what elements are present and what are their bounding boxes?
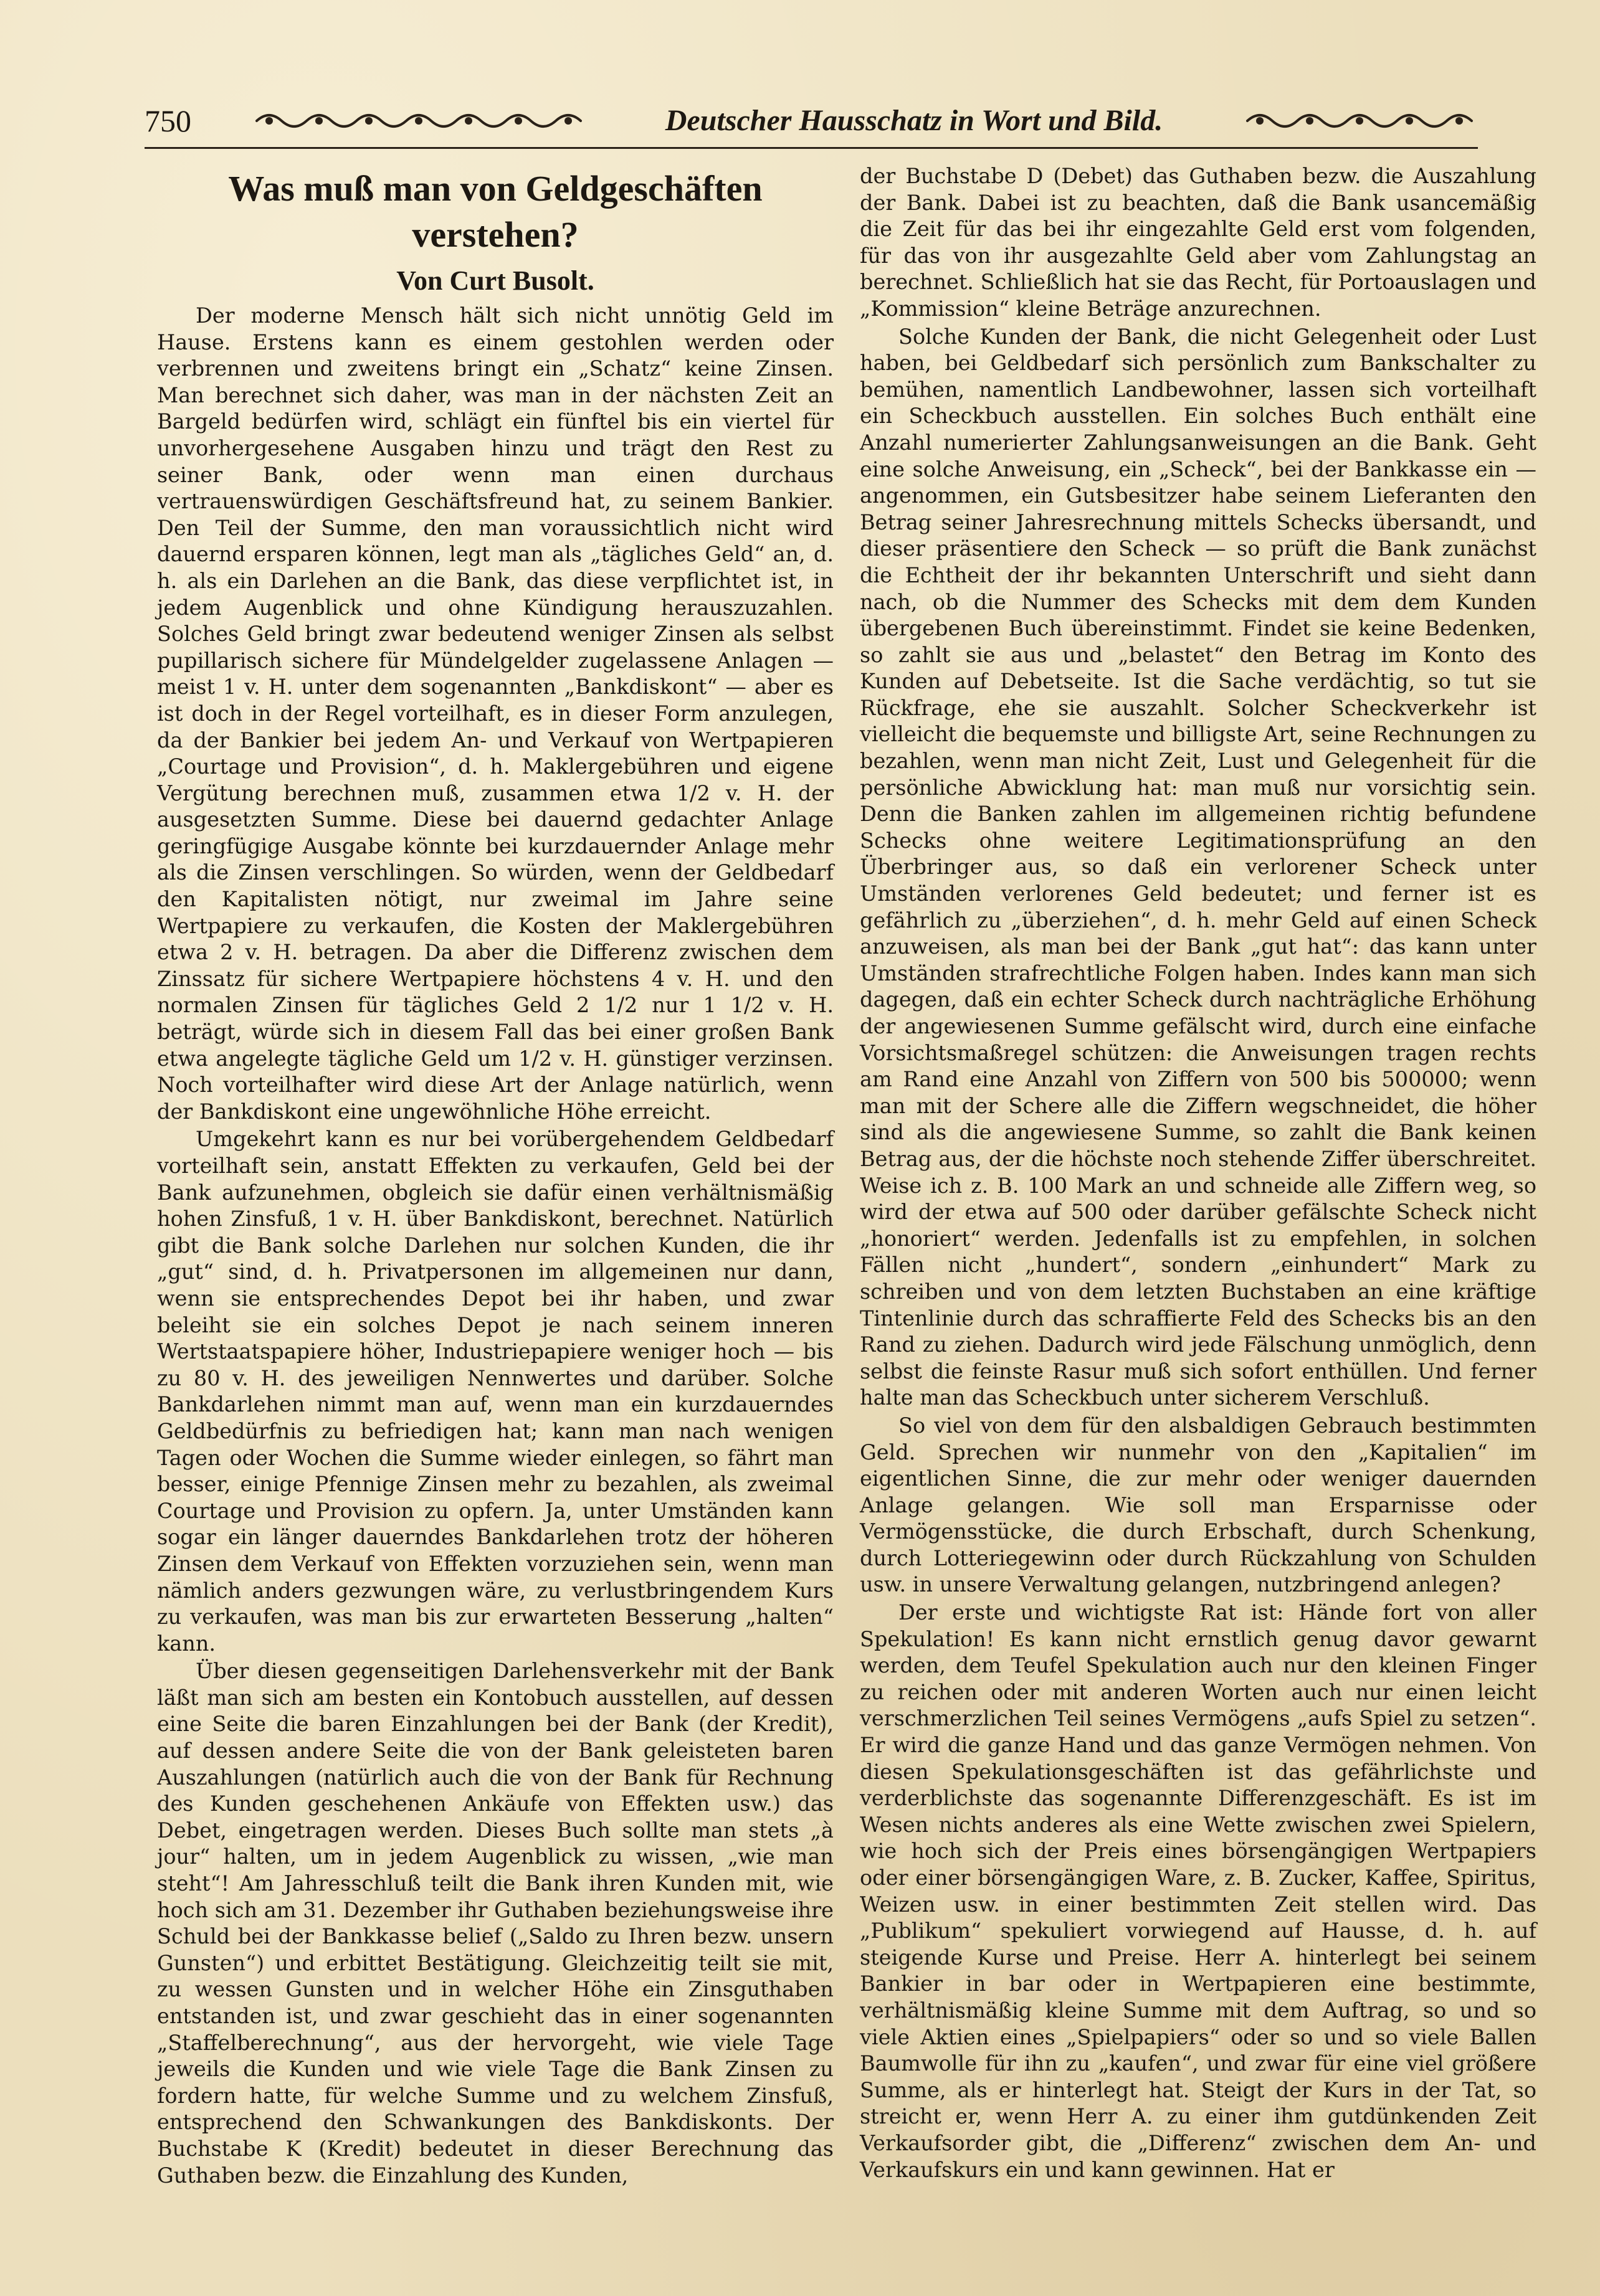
paragraph: So viel von dem für den alsbaldigen Gebrauch bestimmten Geld. Sprechen wir nunmehr von den „Kapitalien“ im eigentlichen Sinne, die zur mehr oder weniger dauernden Anlage gelangen. Wie soll man Ersparnisse oder Vermögensstücke, die durch Erbschaft, durch Schenkung, durch Lotteriegewinn oder durch Rückzahlung von Schulden usw. in unsere Verwaltung gelangen, nutzbringend anlegen? [860,1413,1536,1597]
ornament-right-icon [1241,108,1478,133]
article-title: Was muß man von Geldgeschäften verstehen? [228,168,763,255]
paragraph: Über diesen gegenseitigen Darlehensverkehr mit der Bank läßt man sich am besten ein Kontobuch ausstellen, auf dessen eine Seite die baren Einzahlungen bei der Bank (der Kredit), auf dessen andere Seite die von der Bank geleisteten baren Auszahlungen (natürlich auch die von der Bank für Rechnung des Kunden geschehenen Ankäufe von Effekten usw.) das Debet, eingetragen werden. Dieses Buch sollte man stets „à jour“ halten, um in jedem Augenblick zu wissen, „wie man steht“! Am Jahresschluß teilt die Bank ihren Kunden mit, wie hoch sich am 31. Dezember ihr Guthaben beziehungsweise ihre Schuld bei der Bankkasse belief („Saldo zu Ihren bezw. unsern Gunsten“) und erbittet Bestätigung. Gleichzeitig teilt sie mit, zu wessen Gunsten und in welcher Höhe ein Zinsguthaben entstanden ist, und zwar geschieht das in einer sogenannten „Staffelberechnung“, aus der hervorgeht, wie viele Tage jeweils die Kunden und wie viele Tage die Bank Zinsen zu fordern hatte, für welche Summe und zu welchem Zinsfuß, entsprechend den Schwankungen des Bankdiskonts. Der Buchstabe K (Kredit) bedeutet in dieser Berechnung das Guthaben bezw. die Einzahlung des Kunden, [157,1659,834,2188]
page-number: 750 [145,103,191,138]
paragraph: Umgekehrt kann es nur bei vorübergehendem Geldbedarf vorteilhaft sein, anstatt Effekten zu verkaufen, Geld bei der Bank aufzunehmen, obgleich sie dafür einen verhältnismäßig hohen Zinsfuß, 1 v. H. über Bankdiskont, berechnet. Natürlich gibt die Bank solche Darlehen nur solchen Kunden, die ihr „gut“ sind, d. h. Privatpersonen im allgemeinen nur dann, wenn sie entsprechendes Depot bei ihr haben, und zwar beleiht sie ein solches Depot je nach seinem inneren Wertstaatspapiere höher, Industriepapiere weniger hoch — bis zu 80 v. H. des jeweiligen Nennwertes und darüber. Solche Bankdarlehen nimmt man auf, wenn man ein kurzdauerndes Geldbedürfnis zu befriedigen hat; kann man nach wenigen Tagen oder Wochen die Summe wieder einlegen, so fährt man besser, einige Pfennige Zinsen mehr zu bezahlen, als zweimal Courtage und Provision zu opfern. Ja, unter Umständen kann sogar ein länger dauerndes Bankdarlehen trotz der höheren Zinsen dem Verkauf von Effekten vorzuziehen sein, wenn man nämlich anders gezwungen wäre, zu verlustbringendem Kurs zu verkaufen, was man bis zur erwarteten Besserung „halten“ kann. [157,1127,834,1656]
paragraph: Der erste und wichtigste Rat ist: Hände fort von aller Spekulation! Es kann nicht ernstlich genug davor gewarnt werden, dem Teufel Spekulation auch nur den kleinen Finger zu reichen oder mit anderen Worten auch nur einen leicht verschmerzlichen Teil seines Vermögens „aufs Spiel zu setzen“. Er wird die ganze Hand und das ganze Vermögen nehmen. Von diesen Spekulationsgeschäften ist das gefährlichste und verderblichste das sogenannte Differenzgeschäft. Es ist im Wesen nichts anderes als eine Wette zwischen zwei Spielern, wie hoch sich der Preis eines börsengängigen Wertpapiers oder einer börsengängigen Ware, z. B. Zucker, Kaffee, Spiritus, Weizen usw. in einer bestimmten Zeit stellen wird. Das „Publikum“ spekuliert vorwiegend auf Hausse, d. h. auf steigende Kurse und Preise. Herr A. hinterlegt bei seinem Bankier in bar oder in Wertpapieren eine bestimmte, verhältnismäßig kleine Summe mit dem Auftrag, so und so viele Aktien eines „Spielpapiers“ oder so und so viele Ballen Baumwolle für ihn zu „kaufen“, und zwar für eine viel größere Summe, als er hinterlegt hat. Steigt der Kurs in der Tat, so streicht er, wenn Herr A. zu einer ihm gutdünkenden Zeit Verkaufsorder gibt, die „Differenz“ zwischen dem An- und Verkaufskurs ein und kann gewinnen. Hat er [860,1600,1536,2182]
running-title: Deutscher Hausschatz in Wort und Bild. [665,104,1163,137]
right-column [860,163,1536,2183]
paragraph: Der moderne Mensch hält sich nicht unnötig Geld im Hause. Erstens kann es einem gestohlen werden oder verbrennen und zweitens bringt ein „Schatz“ keine Zinsen. Man berechnet sich daher, was man in der nächsten Zeit an Bargeld bedürfen wird, schlägt ein fünftel bis ein viertel für unvorhergesehene Ausgaben hinzu und trägt den Rest zu seiner Bank, oder wenn man einen durchaus vertrauenswürdigen Geschäftsfreund hat, zu seinem Bankier. Den Teil der Summe, den man voraussichtlich nicht wird dauernd ersparen können, legt man als „tägliches Geld“ an, d. h. als ein Darlehen an die Bank, das diese verpflichtet ist, in jedem Augenblick und ohne Kündigung herauszuzahlen. Solches Geld bringt zwar bedeutend weniger Zinsen als selbst pupillarisch sichere für Mündelgelder zugelassene Anlagen — meist 1 v. H. unter dem sogenannten „Bankdiskont“ — aber es ist doch in der Regel vorteilhaft, es in dieser Form anzulegen, da der Bankier bei jedem An- und Verkauf von Wertpapieren „Courtage und Provision“, d. h. Maklergebühren und eigene Vergütung berechnen muß, zusammen etwa 1/2 v. H. der ausgesetzten Summe. Diese bei dauernd gedachter Anlage geringfügige Ausgabe könnte bei kurzdauernder Anlage mehr als die Zinsen verschlingen. So würden, wenn der Geldbedarf den Kapitalisten nötigt, nur zweimal im Jahre seine Wertpapiere zu verkaufen, die Kosten der Maklergebühren etwa 2 v. H. betragen. Da aber die Differenz zwischen dem Zinssatz für sichere Wertpapiere höchstens 4 v. H. und den normalen Zinsen für tägliches Geld 2 1/2 nur 1 1/2 v. H. beträgt, würde sich in diesem Fall das bei einer großen Bank etwa angelegte tägliche Geld um 1/2 v. H. günstiger verzinsen. Noch vorteilhafter wird diese Art der Anlage natürlich, wenn der Bankdiskont eine ungewöhnliche Höhe erreicht. [157,303,834,1124]
ornament-left-icon [250,108,593,133]
page-header [145,100,1478,143]
left-column [157,163,834,2189]
header-rule [145,147,1478,149]
paragraph: der Buchstabe D (Debet) das Guthaben bezw. die Auszahlung der Bank. Dabei ist zu beachten, daß die Bank usancemäßig die Zeit für das bei ihr eingezahlte Geld erst vom folgenden, für das von ihr ausgezahlte Geld aber vom Zahlungstag an berechnet. Schließlich hat sie das Recht, für Portoauslagen und „Kommission“ kleine Beträge anzurechnen. [860,164,1536,321]
article-byline: Von Curt Busolt. [396,265,594,296]
paragraph: Solche Kunden der Bank, die nicht Gelegenheit oder Lust haben, bei Geldbedarf sich persönlich zum Bankschalter zu bemühen, namentlich Landbewohner, lassen sich vorteilhaft ein Scheckbuch ausstellen. Ein solches Buch enthält eine Anzahl numerierter Zahlungsanweisungen an die Bank. Geht eine solche Anweisung, ein „Scheck“, bei der Bankkasse ein — angenommen, ein Gutsbesitzer habe seinem Lieferanten den Betrag seiner Jahresrechnung mittels Schecks übersandt, und dieser präsentiere den Scheck — so prüft die Bank zunächst die Echtheit der ihr bekannten Unterschrift und sieht dann nach, ob die Nummer des Schecks mit dem dem Kunden übergebenen Buch übereinstimmt. Findet sie keine Bedenken, so zahlt sie aus und „belastet“ den Betrag im Konto des Kunden auf Debetseite. Ist die Sache verdächtig, so tut sie Rückfrage, ehe sie auszahlt. Solcher Scheckverkehr ist vielleicht die bequemste und billigste Art, seine Rechnungen zu bezahlen, wenn man nicht Zeit, Lust und Gelegenheit für die persönliche Abwicklung hat: man muß nur vorsichtig sein. Denn die Banken zahlen im allgemeinen richtig befundene Schecks ohne weitere Legitimationsprüfung an den Überbringer aus, so daß ein verlorener Scheck unter Umständen verlorenes Geld bedeutet; und ferner ist es gefährlich zu „überziehen“, d. h. mehr Geld auf einen Scheck anzuweisen, als man bei der Bank „gut hat“: das kann unter Umständen strafrechtliche Folgen haben. Indes kann man sich dagegen, daß ein echter Scheck durch nachträgliche Erhöhung der angewiesenen Summe gefälscht wird, durch eine einfache Vorsichtsmaßregel schützen: die Anweisungen tragen rechts am Rand eine Anzahl von Ziffern von 500 bis 500000; wenn man mit der Schere alle die Ziffern wegschneidet, die höher sind als die angewiesene Summe, so zahlt die Bank keinen Betrag aus, der die höchste noch stehende Ziffer überschreitet. Weise ich z. B. 100 Mark an und schneide alle Ziffern weg, so wird der etwa auf 500 oder darüber gefälschte Scheck nicht „honoriert“ werden. Jedenfalls ist zu empfehlen, in solchen Fällen nicht „hundert“, sondern „einhundert“ Mark zu schreiben und von dem letzten Buchstaben an eine kräftige Tintenlinie durch das schraffierte Feld des Schecks bis an den Rand zu ziehen. Dadurch wird jede Fälschung unmöglich, denn selbst die feinste Rasur muß sich sofort enthüllen. Und ferner halte man das Scheckbuch unter sicherem Verschluß. [860,324,1536,1410]
